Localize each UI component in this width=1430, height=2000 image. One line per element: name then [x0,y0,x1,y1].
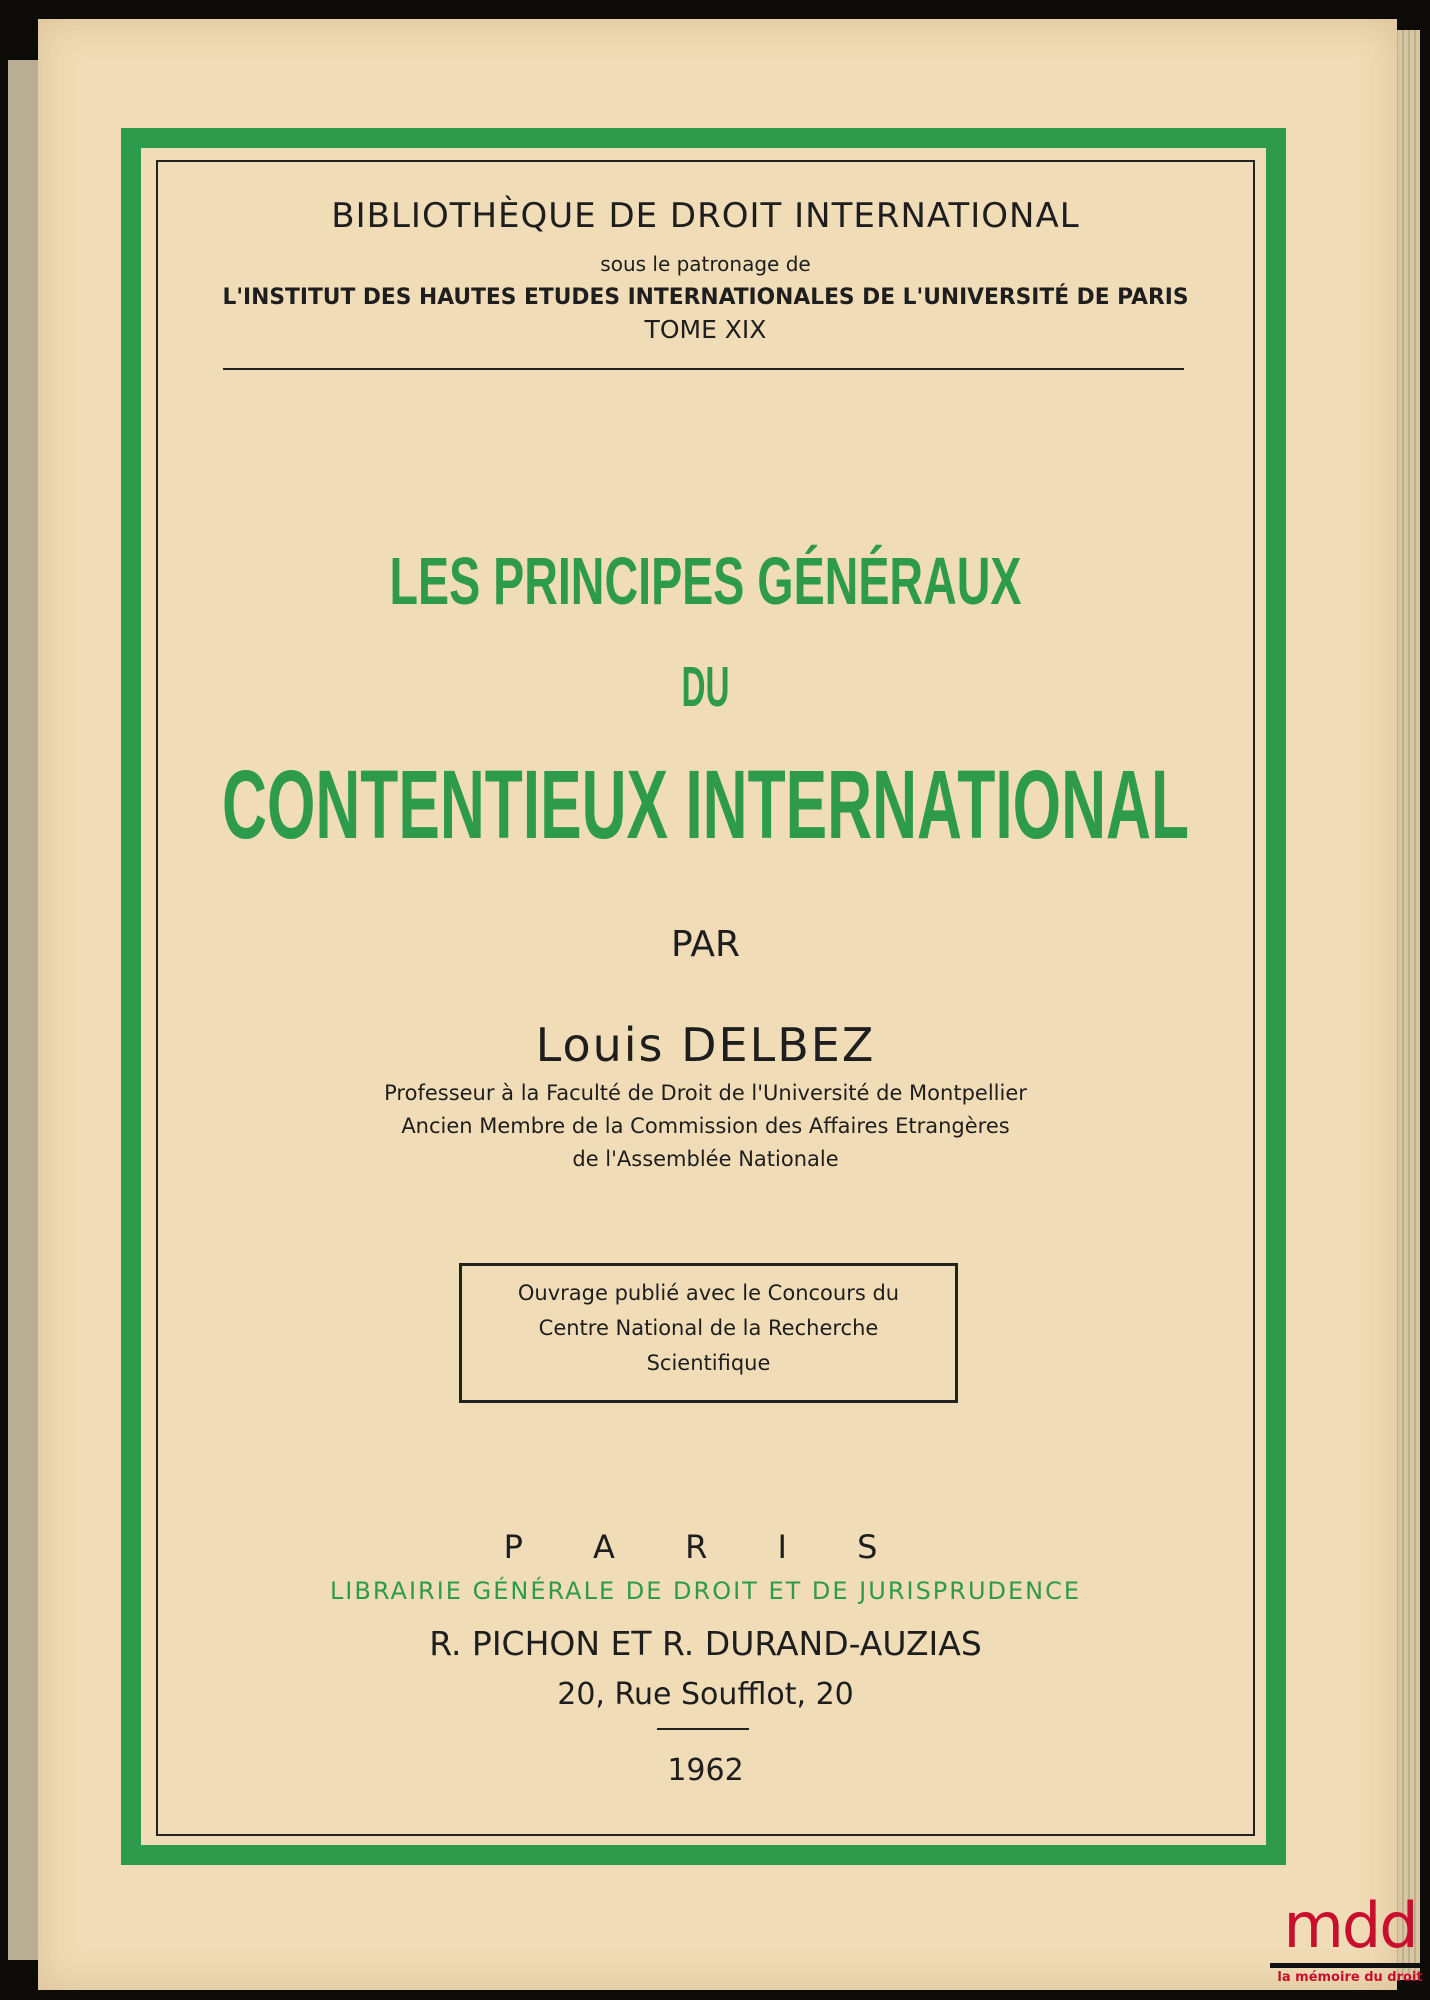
logo-tagline: la mémoire du droit [1277,1970,1423,1985]
title-line-3: CONTENTIEUX INTERNATIONAL [222,750,1189,859]
institute-line [156,280,1255,312]
title-line-2-wrap [156,650,1255,720]
title-line-3-wrap [156,750,1255,860]
series-name: BIBLIOTHÈQUE DE DROIT INTERNATIONAL [331,196,1080,236]
mdd-logo [1270,1889,1430,2000]
notice-line: Scientifique [646,1351,771,1375]
author-credential: de l'Assemblée Nationale [572,1147,839,1171]
publisher-city: P A R I S [503,1528,908,1566]
patronage: sous le patronage de [600,252,811,276]
cnrs-notice-box [459,1263,958,1403]
title-line-1: LES PRINCIPES GÉNÉRAUX [389,544,1022,619]
title-line-2: DU [681,655,730,719]
by-label: PAR [670,924,741,965]
author-credential: Ancien Membre de la Commission des Affaires Etrangères [401,1114,1010,1138]
publisher-address: 20, Rue Soufflot, 20 [557,1677,854,1712]
author-name: Louis DELBEZ [535,1018,876,1072]
small-divider [657,1728,749,1730]
institute: L'INSTITUT DES HAUTES ETUDES INTERNATIONALES DE L'UNIVERSITÉ DE PARIS [222,285,1200,310]
publisher-owners: R. PICHON ET R. DURAND-AUZIAS [429,1624,982,1663]
title-line-1-wrap [156,540,1255,620]
divider [223,368,1184,370]
notice-line: Ouvrage publié avec le Concours du [517,1281,900,1305]
notice-line: Centre National de la Recherche [538,1316,879,1340]
logo-mark: mdd [1283,1889,1417,1962]
publication-year: 1962 [667,1753,744,1788]
publisher-name: LIBRAIRIE GÉNÉRALE DE DROIT ET DE JURISPRUDENCE [329,1577,1082,1605]
volume: TOME XIX [644,315,767,344]
author-credential: Professeur à la Faculté de Droit de l'Université de Montpellier [384,1081,1027,1105]
